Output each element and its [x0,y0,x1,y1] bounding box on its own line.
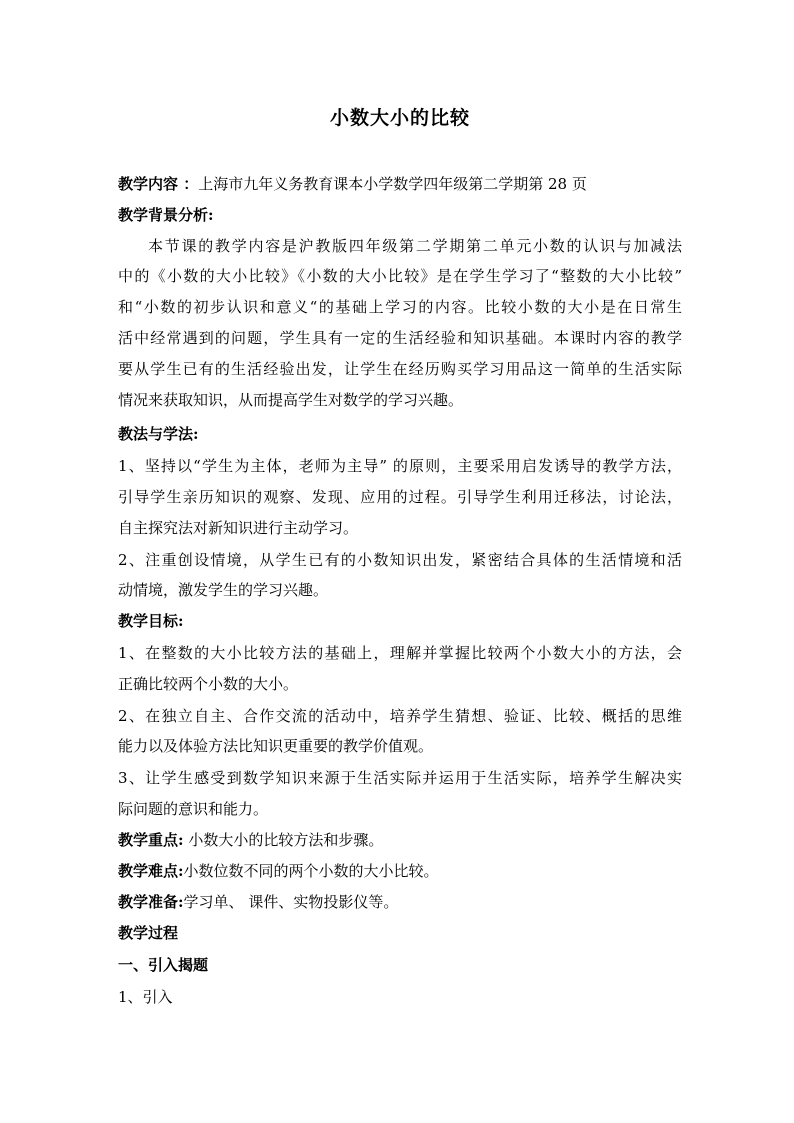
background-line: 本节课的教学内容是沪教版四年级第二学期第二单元小数的认识与加减法 [148,237,682,255]
key-point-value: 小数大小的比较方法和步骤。 [183,831,384,849]
methods-line: 自主探究法对新知识进行主动学习。 [118,519,359,537]
document-title: 小数大小的比较 [329,107,470,129]
methods-line: 引导学生亲历知识的观察、发现、应用的过程。引导学生利用迁移法，讨论法， [118,488,682,506]
content-label: 教学内容 ： [118,175,199,193]
difficulty-line [118,861,682,881]
goals-line: 3、让学生感受到数学知识来源于生活实际并运用于生活实际，培养学生解决实 [118,769,682,787]
methods-heading: 教法与学法: [118,425,199,443]
difficulty-value: 小数位数不同的两个小数的大小比较。 [183,862,439,880]
methods-line: 动情境，激发学生的学习兴趣。 [118,581,329,599]
goals-heading: 教学目标: [118,612,184,630]
goals-line: 1、在整数的大小比较方法的基础上，理解并掌握比较两个小数大小的方法，会 [118,644,682,662]
background-line: 中的《小数的大小比较》《小数的大小比较》是在学生学习了“整数的大小比较” [118,267,682,285]
key-point-label: 教学重点: [118,831,184,849]
section1-item: 1、引入 [118,988,173,1006]
background-line: 和“小数的初步认识和意义“的基础上学习的内容。比较小数的大小是在日常生 [118,298,682,316]
section1-heading: 一、引入揭题 [118,956,209,974]
background-line: 要从学生已有的生活经验出发，让学生在经历购买学习用品这一简单的生活实际 [118,360,682,378]
key-point-line [118,830,682,850]
preparation-line [118,892,682,912]
background-heading: 教学背景分析: [118,206,214,224]
preparation-label: 教学准备: [118,893,184,911]
difficulty-label: 教学难点: [118,862,184,880]
process-heading: 教学过程 [118,924,179,942]
goals-line: 际问题的意识和能力。 [118,800,269,818]
methods-line: 1、坚持以“学生为主体，老师为主导” 的原则，主要采用启发诱导的教学方法， [118,457,682,475]
background-line: 活中经常遇到的问题，学生具有一定的生活经验和知识基础。本课时内容的教学 [118,329,682,347]
methods-line: 2、注重创设情境，从学生已有的小数知识出发，紧密结合具体的生活情境和活 [118,551,682,569]
content-line [118,174,682,194]
goals-line: 正确比较两个小数的大小。 [118,675,299,693]
goals-line: 2、在独立自主、合作交流的活动中，培养学生猜想、验证、比较、概括的思维 [118,707,682,725]
preparation-value: 学习单、 课件、实物投影仪等。 [183,893,399,911]
background-line: 情况来获取知识，从而提高学生对数学的学习兴趣。 [118,391,464,409]
goals-line: 能力以及体验方法比知识更重要的教学价值观。 [118,737,434,755]
content-value: 上海市九年义务教育课本小学数学四年级第二学期第 28 页 [198,175,587,193]
